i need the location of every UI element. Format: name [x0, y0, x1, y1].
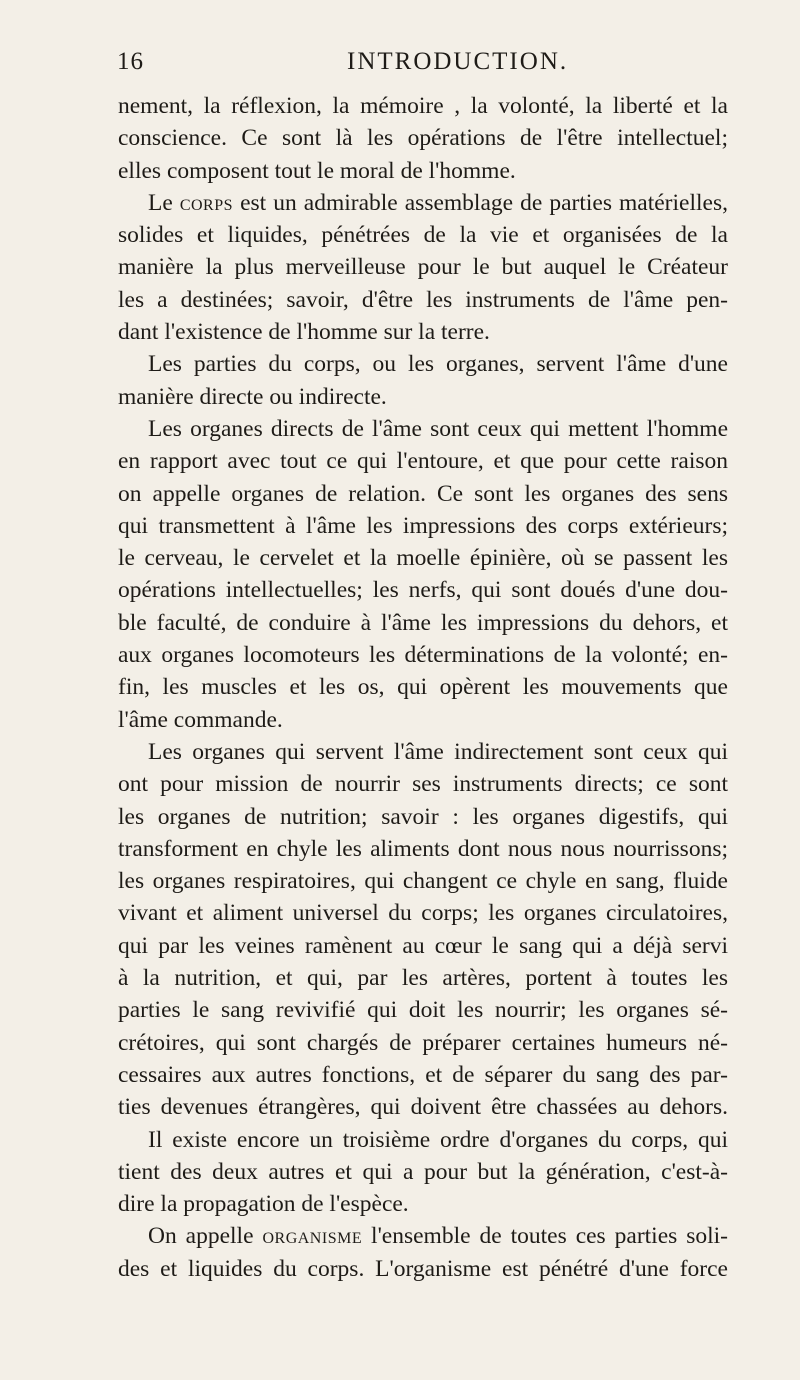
text-line: elles composent tout le moral de l'homme.: [118, 157, 516, 184]
text-line: les organes de nutrition; savoir : les organes digestifs, qui: [118, 803, 728, 830]
running-head: INTRODUCTION.: [347, 48, 569, 75]
text-line: parties le sang revivifié qui doit les nourrir; les organes sé-: [118, 997, 728, 1024]
text-line: On appelle organisme l'ensemble de toutes ces parties soli-: [148, 1223, 729, 1250]
text-line: à la nutrition, et qui, par les artères, portent à toutes les: [118, 965, 728, 992]
text-line: tient des deux autres et qui a pour but la génération, c'est-à-: [118, 1158, 728, 1185]
text-line: vivant et aliment universel du corps; les organes circulatoires,: [118, 900, 728, 927]
text-line: manière la plus merveilleuse pour le but auquel le Créateur: [118, 254, 728, 281]
text-line: qui transmettent à l'âme les impressions des corps extérieurs;: [118, 512, 728, 539]
text-line: en rapport avec tout ce qui l'entoure, et que pour cette raison: [118, 448, 728, 475]
text-line: Le corps est un admirable assemblage de parties matérielles,: [148, 189, 728, 216]
text-line: Les organes directs de l'âme sont ceux qui mettent l'homme: [148, 415, 728, 442]
text-line: ties devenues étrangères, qui doivent être chassées au dehors.: [118, 1094, 728, 1121]
text-line: dire la propagation de l'espèce.: [118, 1191, 409, 1218]
text-line: crétoires, qui sont chargés de préparer certaines humeurs né-: [118, 1029, 728, 1056]
small-caps-term: corps: [179, 189, 234, 216]
text-line: solides et liquides, pénétrées de la vie et organisées de la: [118, 222, 728, 249]
text-line: manière directe ou indirecte.: [118, 383, 387, 410]
text-line: conscience. Ce sont là les opérations de l'être intellectuel;: [118, 125, 728, 152]
text-line: Il existe encore un troisième ordre d'organes du corps, qui: [148, 1126, 728, 1153]
text-line: cessaires aux autres fonctions, et de séparer du sang des par-: [118, 1061, 728, 1088]
text-line: les a destinées; savoir, d'être les instruments de l'âme pen-: [118, 286, 728, 313]
small-caps-term: organisme: [262, 1223, 363, 1250]
text-line: le cerveau, le cervelet et la moelle épinière, où se passent les: [118, 545, 728, 572]
text-line: Les organes qui servent l'âme indirectement sont ceux qui: [148, 738, 728, 765]
text-line: l'âme commande.: [118, 706, 283, 733]
text-line: ble faculté, de conduire à l'âme les impressions du dehors, et: [118, 609, 728, 636]
text-line: transforment en chyle les aliments dont nous nous nourrissons;: [118, 835, 728, 862]
text-line: qui par les veines ramènent au cœur le sang qui a déjà servi: [118, 932, 728, 959]
text-line: Les parties du corps, ou les organes, servent l'âme d'une: [148, 351, 728, 378]
text-line: nement, la réflexion, la mémoire , la volonté, la liberté et la: [118, 93, 728, 119]
text-line: ont pour mission de nourrir ses instruments directs; ce sont: [118, 771, 728, 798]
text-line: des et liquides du corps. L'organisme est pénétré d'une force: [118, 1255, 728, 1282]
text-line: fin, les muscles et les os, qui opèrent les mouvements que: [118, 674, 728, 701]
text-line: on appelle organes de relation. Ce sont les organes des sens: [118, 480, 728, 507]
text-line: opérations intellectuelles; les nerfs, qui sont doués d'une dou-: [118, 577, 728, 604]
page-number: 16: [117, 48, 144, 75]
text-line: dant l'existence de l'homme sur la terre.: [118, 319, 490, 346]
page-header: [0, 48, 800, 84]
text-line: aux organes locomoteurs les déterminations de la volonté; en-: [118, 642, 728, 669]
body-text: [118, 90, 728, 1285]
text-line: les organes respiratoires, qui changent ce chyle en sang, fluide: [118, 868, 728, 895]
